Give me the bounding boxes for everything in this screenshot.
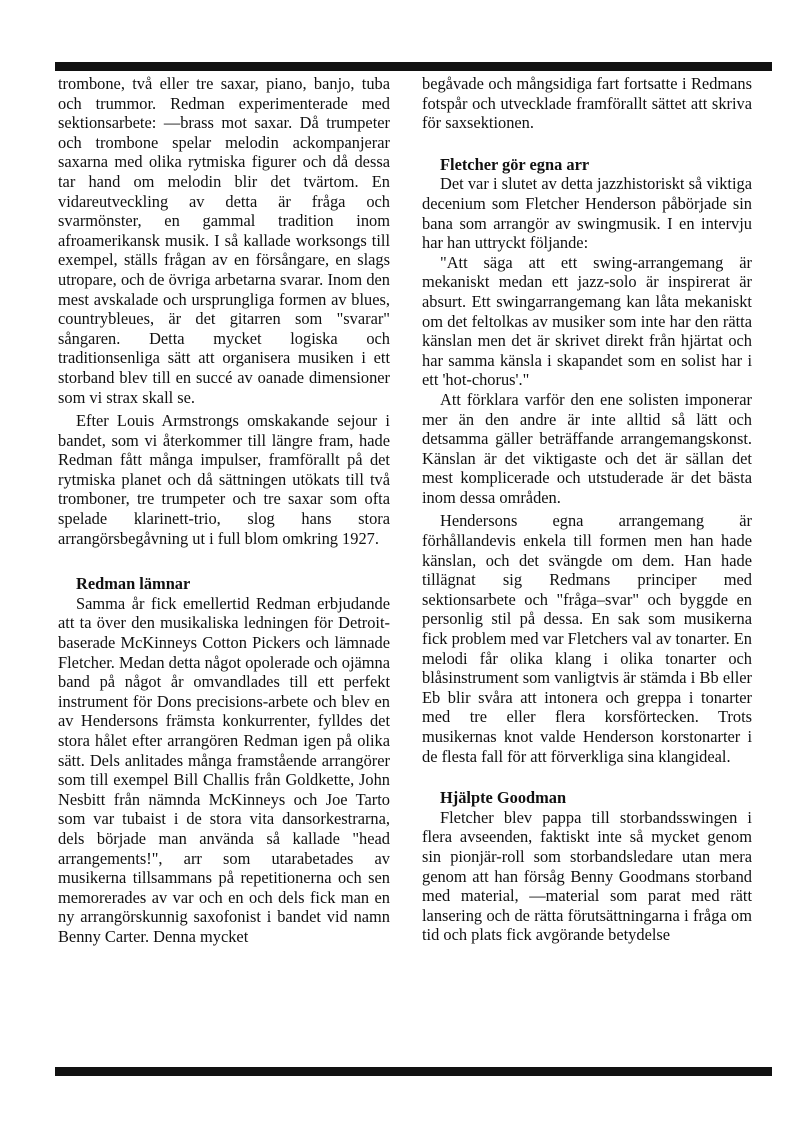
right-paragraph-1: begåvade och mångsidiga fart fortsatte i Redmans fotspår och utvecklade framförallt sättet att skriva för saxsektionen. <box>422 74 752 133</box>
right-column <box>422 74 752 945</box>
interview-quote: "Att säga att ett swing-arrangemang är mekaniskt medan ett jazz-solo är inspirerat är absurt. Ett swingarrangemang kan låta mekaniskt om det feltolkas av musiker som inte har den rätta känslan men det är skrivet direkt från hjärtat och har samma känsla i skapandet som en solist har i ett 'hot-chorus'." <box>422 252 752 390</box>
left-paragraph-1: trombone, två eller tre saxar, piano, banjo, tuba och trummor. Redman experimenterade med sektionsarbete: —brass mot saxar. Då trumpeter och trombone spelar melodin ackompanjerar saxarna med olika rytmiska figurer och då dessa tar hand om melodin blir det tvärtom. En vidareutveckling av detta är fråga och svarmönster, en gammal tradition inom afroamerikansk musik. I så kallade worksongs till exempel, ställs frågan av en försångare, en slags utropare, och de övriga arbetarna svarar. Inom den mest avskalade och ursprungliga formen av blues, countrybleues, är det gitarren som "svarar" sångaren. Detta mycket logiska och traditionsenliga sätt att organisera musiken i ett storband blev till en succé av oanade dimensioner som vi strax skall se. <box>58 74 390 407</box>
right-paragraph-2: Det var i slutet av detta jazzhistoriskt så viktiga decenium som Fletcher Henderson påbörjade sin bana som arrangör av swingmusik. I en intervju har han uttryckt följande: <box>422 174 752 253</box>
left-paragraph-3: Samma år fick emellertid Redman erbjudande att ta över den musikaliska ledningen för Detroit-baserade McKinneys Cotton Pickers och lämnade Fletcher. Medan detta något opolerade och ojämna band på något år omvandlades till ett perfekt instrument för Dons precisions-arbete och blev en av Hendersons främsta konkurrenter, fylldes det stora hålet efter arrangören Redman igen på olika sätt. Dels anlitades många framstående arrangörer som till exempel Bill Challis från Goldkette, John Nesbitt från nämnda McKinneys och Joe Tarto som var tubaist i de stora vita dansorkestrarna, dels började man använda så kallade "head arrangements!", arr som utarabetades av musikerna tillsammans på repetitionerna och sen memorerades av var och en och dels fick man en ny arrangörskunnig saxofonist i bandet vid namn Benny Carter. Denna mycket <box>58 593 390 946</box>
section-heading-hjalpte-goodman: Hjälpte Goodman <box>440 788 567 808</box>
right-paragraph-3: Att förklara varför den ene solisten imponerar mer än den andre är inte alltid så lätt och detsamma gäller beträffande arrangemangskonst. Känslan är det viktigaste och det är sällan det mest komplicerade och utstuderade är det bästa inom dessa områden. <box>422 389 752 507</box>
top-rule <box>55 62 772 71</box>
bottom-rule <box>55 1067 772 1076</box>
left-paragraph-2: Efter Louis Armstrongs omskakande sejour i bandet, som vi återkommer till längre fram, hade Redman fått många impulser, framförallt på det rytmiska planet och då sättningen utökats till två tromboner, tre trumpeter och tre saxar som ofta spelade klarinett-trio, slog hans stora arrangörsbegåvning ut i full blom omkring 1927. <box>58 411 390 548</box>
right-paragraph-4: Hendersons egna arrangemang är förhållandevis enkela till formen men han hade känslan, och det svängde om dem. Han hade tillägnat sig Redmans principer med sektionsarbete och "fråga–svar" och byggde en personlig stil på dessa. En sak som musikerna fick problem med var Fletchers val av tonarter. En melodi får olika klang i olika tonarter och blåsinstrument som vanligtvis är stämda i Bb eller Eb blir svåra att intonera och greppa i tonarter med tre eller flera korsförtecken. Trots musikernas knot valde Henderson korstonarter i de flesta fall för att förverkliga sina klangideal. <box>422 511 752 766</box>
section-heading-redman-lamnar: Redman lämnar <box>76 574 191 594</box>
left-column <box>58 74 390 947</box>
section-heading-fletcher-gor-egna-arr: Fletcher gör egna arr <box>440 154 590 174</box>
right-paragraph-5: Fletcher blev pappa till storbandsswingen i flera avseenden, faktiskt inte så mycket genom sin pionjär-roll som storbandsledare utan mera genom att han försåg Benny Goodmans storband med material, —material som parat med rätt lansering och de rätta förutsättningarna i fråga om tid och plats fick avgörande betydelse <box>422 807 752 945</box>
